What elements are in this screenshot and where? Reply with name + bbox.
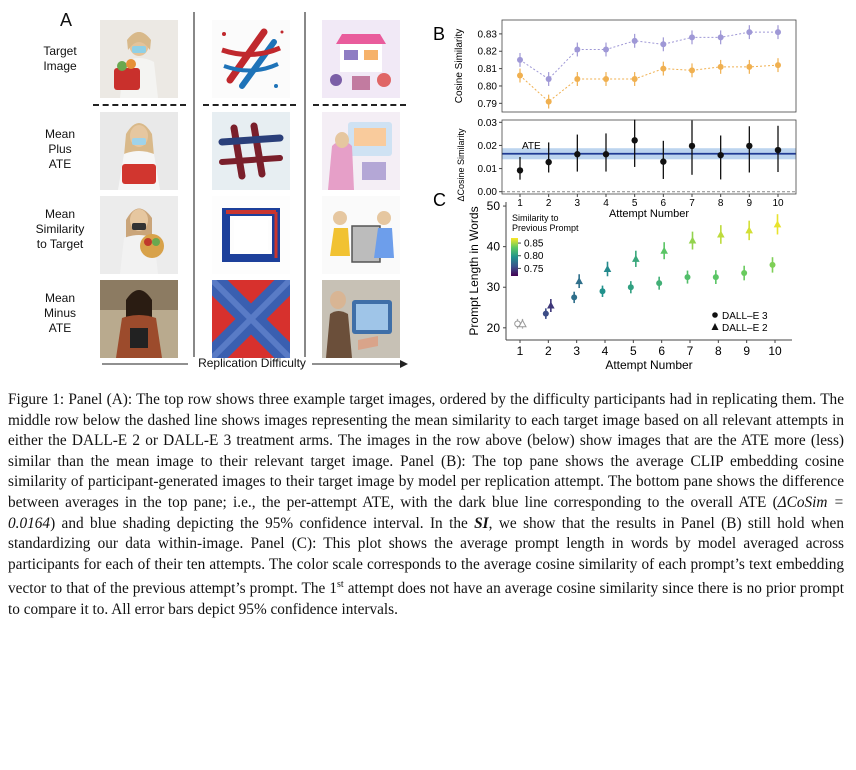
legend-label: DALL–E 2 [722, 323, 768, 334]
dashed-separator [203, 104, 296, 106]
x-tick-label: 9 [746, 198, 753, 209]
y-tick-label: 0.83 [477, 29, 497, 41]
data-point [575, 277, 583, 284]
caption-text: attempt does not have an average cosine similarity since there is no prior prompt to compare it to. All error bars depict 95% confidence intervals. [8, 580, 844, 619]
arrow-head-icon [400, 360, 408, 368]
x-tick-label: 6 [658, 344, 666, 358]
x-tick-label: 1 [517, 198, 523, 209]
data-point [543, 311, 549, 317]
mean-image-woman [100, 196, 178, 274]
y-axis-label: Cosine Similarity [454, 28, 465, 104]
colorbar-tick-label: 0.75 [524, 263, 544, 275]
data-point [775, 62, 781, 68]
data-point [631, 137, 637, 143]
series-line [520, 65, 778, 101]
panel-bc-charts [420, 0, 856, 385]
x-tick-label: 10 [772, 198, 784, 209]
panel-c-chart [467, 199, 792, 372]
y-tick-label: 0.79 [477, 98, 497, 110]
mean-minus-ate-image-paint [212, 280, 290, 358]
data-point [545, 159, 551, 165]
data-point [689, 237, 697, 244]
data-point [741, 270, 747, 276]
data-point [660, 247, 668, 254]
caption-text: ) and blue shading depicting the 95% confidence interval. In the [50, 514, 475, 532]
data-point [775, 147, 781, 153]
caption-si: SI [474, 514, 489, 532]
y-axis-label: ΔCosine Similarity [456, 128, 466, 202]
data-point [656, 280, 662, 286]
data-point [717, 230, 725, 237]
y-tick-label: 30 [486, 280, 500, 295]
mean-image-paint [212, 196, 290, 274]
data-point [603, 76, 609, 82]
dashed-separator [313, 104, 406, 106]
data-point [774, 220, 782, 227]
data-point [660, 41, 666, 47]
data-point [628, 284, 634, 290]
mean-plus-ate-image-woman [100, 112, 178, 190]
legend-triangle-icon [712, 323, 719, 330]
y-tick-label: 0.00 [477, 187, 497, 199]
x-tick-label: 4 [603, 198, 609, 209]
y-tick-label: 0.03 [477, 117, 497, 129]
x-tick-label: 3 [573, 344, 581, 358]
target-image-shop-illustration [322, 20, 400, 98]
x-tick-label: 1 [516, 344, 524, 358]
x-tick-label: 5 [631, 198, 638, 209]
data-point [546, 99, 552, 105]
mean-image-shop [322, 196, 400, 274]
data-point [717, 152, 723, 158]
data-point [770, 262, 776, 268]
y-tick-label: 20 [486, 320, 500, 335]
y-tick-label: 50 [486, 199, 500, 214]
data-point [775, 29, 781, 35]
data-point [547, 302, 555, 309]
row-label-mean-minus-ate: Mean Minus ATE [43, 291, 76, 335]
data-point [574, 151, 580, 157]
y-tick-label: 0.81 [477, 64, 497, 76]
data-point [632, 255, 640, 262]
colorbar-tick-label: 0.80 [524, 251, 544, 263]
data-point [660, 66, 666, 72]
data-point [574, 76, 580, 82]
panel-b-bottom-chart [456, 118, 796, 220]
mean-plus-ate-image-paint [212, 112, 290, 190]
panel-b-top-chart [454, 20, 796, 112]
data-point [718, 34, 724, 40]
data-point [604, 265, 612, 272]
x-tick-label: 10 [768, 344, 782, 358]
data-point [746, 29, 752, 35]
target-image-woman-basket [100, 20, 178, 98]
ate-annotation: ATE [522, 140, 541, 152]
data-point [600, 288, 606, 294]
x-tick-label: 8 [714, 344, 722, 358]
column-divider [304, 12, 306, 357]
data-point [517, 73, 523, 79]
colorbar-tick-label: 0.85 [524, 238, 544, 250]
colorbar-title: Similarity to [512, 213, 559, 223]
dashed-separator [93, 104, 186, 106]
data-point [685, 274, 691, 280]
data-point [718, 64, 724, 70]
y-tick-label: 0.01 [477, 164, 497, 176]
x-tick-label: 9 [743, 344, 751, 358]
data-point [546, 76, 552, 82]
data-point [571, 294, 577, 300]
x-tick-label: 7 [689, 198, 695, 209]
data-point [517, 57, 523, 63]
x-tick-label: 3 [574, 198, 581, 209]
data-point [632, 76, 638, 82]
mean-minus-ate-image-shop [322, 280, 400, 358]
data-point [689, 143, 695, 149]
y-tick-label: 0.82 [477, 46, 497, 58]
caption-superscript: st [336, 579, 344, 591]
data-point [746, 143, 752, 149]
x-tick-label: 6 [660, 198, 667, 209]
y-tick-label: 0.80 [477, 81, 497, 93]
data-point [746, 64, 752, 70]
y-tick-label: 0.02 [477, 140, 497, 152]
x-tick-label: 2 [545, 198, 552, 209]
x-tick-label: 2 [544, 344, 552, 358]
legend-circle-icon [712, 312, 718, 318]
panel-a-letter: A [60, 10, 73, 30]
target-image-abstract-paint [212, 20, 290, 98]
caption-text: , we show that the results in Panel (B) still hold when standardizing our data within-image. Panel (C): This plot shows the average prompt length in words by model averaged across participants for each of their ten attempts. The color scale corresponds to the average cosine similarity of each prompt’s text embedding vector to that of the previous attempt’s prompt. The 1 [8, 514, 844, 598]
series-line [520, 32, 778, 79]
legend-label: DALL–E 3 [722, 311, 768, 322]
row-label-target: Target Image [43, 44, 77, 73]
panel-a [0, 0, 420, 380]
x-tick-label: 4 [601, 344, 609, 358]
row-label-mean-similarity: Mean Similarity to Target [35, 207, 85, 251]
x-tick-label: 5 [629, 344, 637, 358]
panel-b-letter: B [433, 24, 446, 44]
x-axis-label: Attempt Number [608, 208, 690, 220]
data-point [517, 167, 523, 173]
data-point [632, 38, 638, 44]
caption-text: Figure 1: Panel (A): The top row shows three example target images, ordered by the difficulty participants had in replicating them. The middle row below the dashed line shows images representing the mean similarity to each target image based on all relevant attempts in either the DALL-E 2 or DALL-E 3 treatment arms. The images in the row above (below) show images that are the ATE more (less) similar than the mean image to their relevant target image. Panel (B): The top pane shows the average CLIP embedding cosine similarity of participant-generated images to their target image by model per replication attempt. The bottom pane shows the difference between averages in the top pane; i.e., the per-attempt ATE, with the dark blue line corresponding to the overall ATE ( [8, 391, 844, 511]
x-axis-label: Attempt Number [605, 358, 693, 372]
data-point [745, 226, 753, 233]
replication-difficulty-label: Replication Difficulty [198, 356, 306, 370]
data-point [689, 34, 695, 40]
data-point [660, 158, 666, 164]
column-divider [193, 12, 195, 357]
panel-c-letter: C [433, 190, 446, 210]
data-point [713, 274, 719, 280]
data-point [689, 67, 695, 73]
data-point [603, 151, 609, 157]
x-tick-label: 8 [717, 198, 724, 209]
colorbar [511, 238, 518, 276]
colorbar-title: Previous Prompt [512, 223, 579, 233]
x-tick-label: 7 [686, 344, 694, 358]
mean-plus-ate-image-shop [322, 112, 400, 190]
row-label-mean-plus-ate: Mean Plus ATE [44, 127, 76, 171]
figure-caption [8, 390, 844, 621]
caption-math: ΔCoSim = 0.0164 [8, 493, 844, 532]
data-point [574, 47, 580, 53]
data-point [603, 47, 609, 53]
y-axis-label: Prompt Length in Words [467, 206, 481, 336]
y-tick-label: 40 [486, 239, 500, 254]
mean-minus-ate-image-woman [100, 280, 178, 358]
